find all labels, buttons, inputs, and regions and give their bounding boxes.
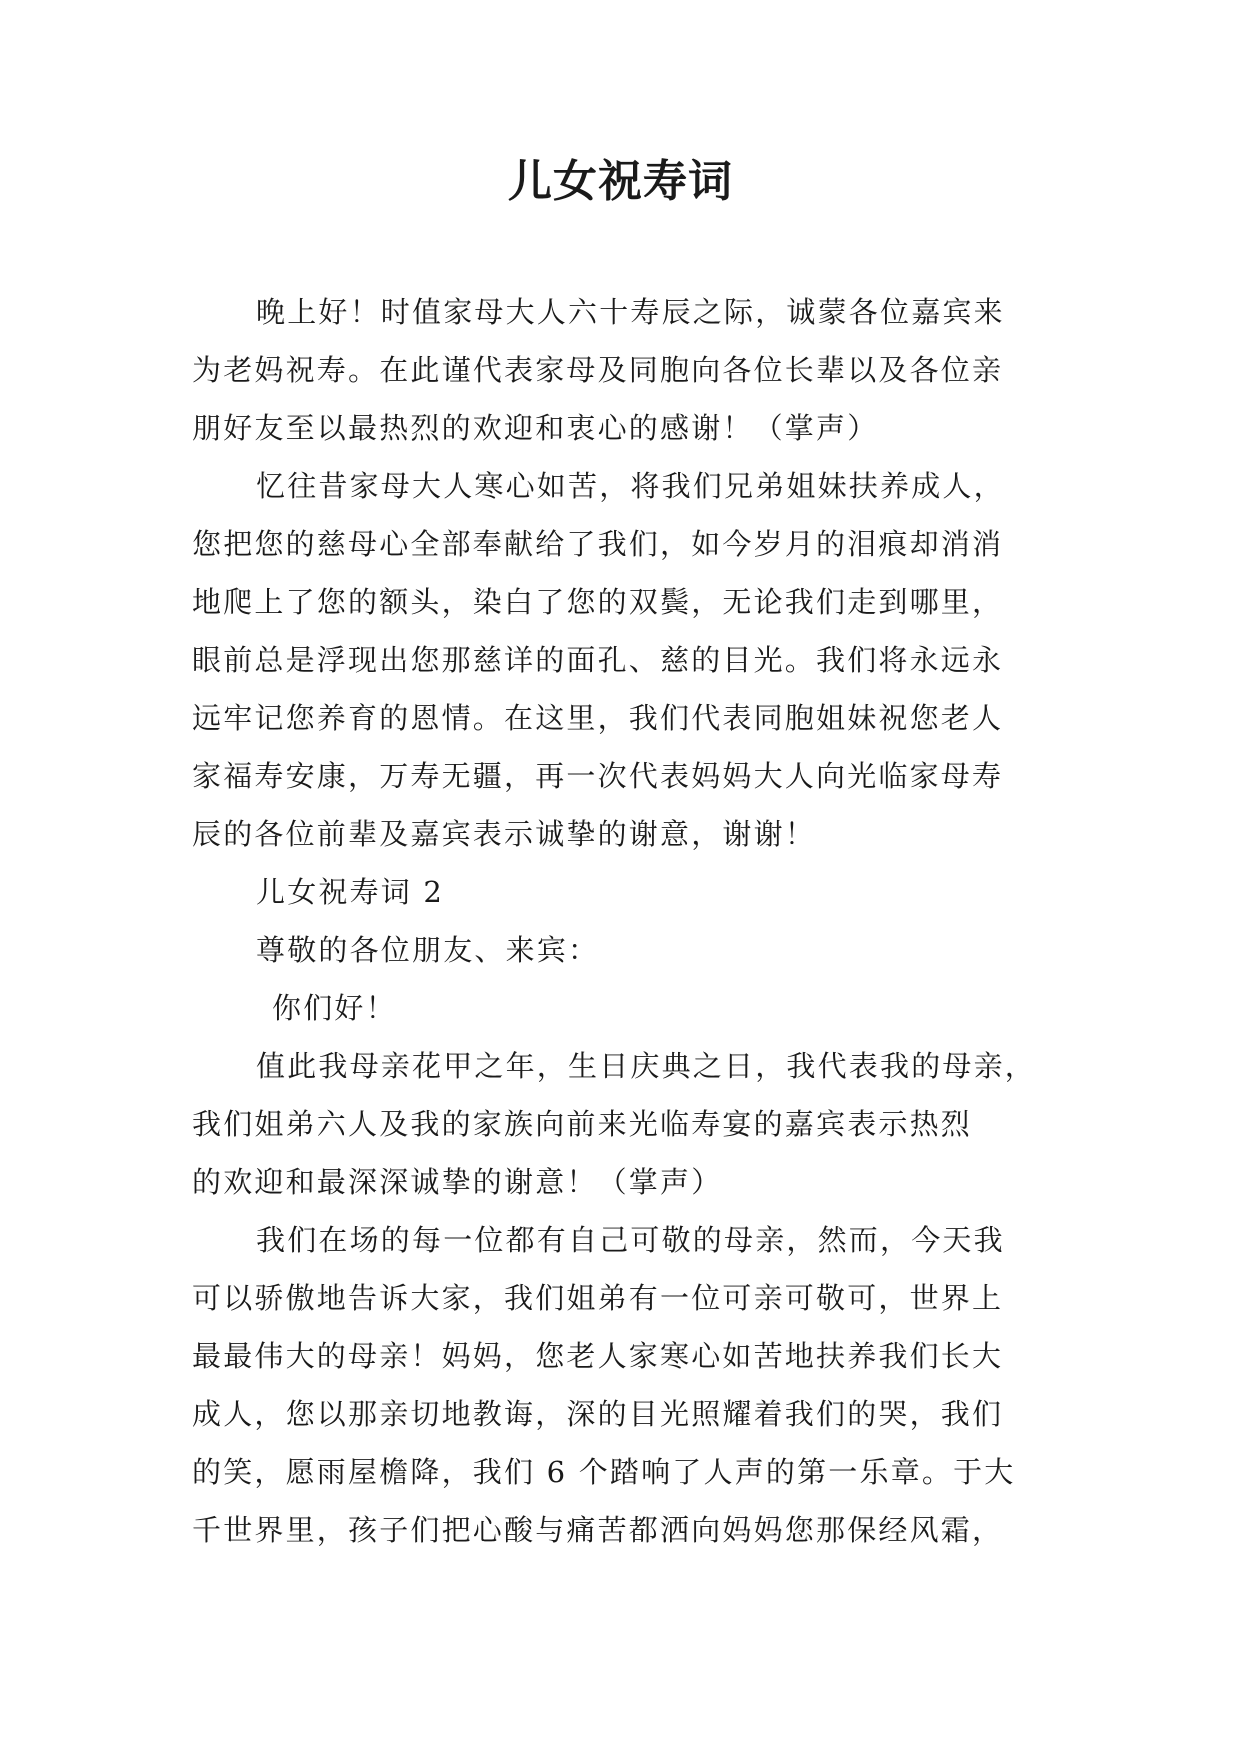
paragraph-line: 忆往昔家母大人寒心如苦，将我们兄弟姐妹扶养成人， — [256, 469, 1005, 503]
paragraph-line: 值此我母亲花甲之年，生日庆典之日，我代表我的母亲， — [256, 1049, 1037, 1083]
paragraph-line: 可以骄傲地告诉大家，我们姐弟有一位可亲可敬可，世界上 — [192, 1281, 1004, 1315]
paragraph-line: 朋好友至以最热烈的欢迎和衷心的感谢！（掌声） — [192, 411, 879, 445]
paragraph-line: 的欢迎和最深深诚挚的谢意！（掌声） — [192, 1165, 723, 1199]
paragraph-line: 的笑，愿雨屋檐降，我们 6 个踏响了人声的第一乐章。于大 — [192, 1455, 1016, 1489]
paragraph-line: 为老妈祝寿。在此谨代表家母及同胞向各位长辈以及各位亲 — [192, 353, 1004, 387]
salutation: 尊敬的各位朋友、来宾： — [256, 933, 600, 967]
paragraph-line: 我们姐弟六人及我的家族向前来光临寿宴的嘉宾表示热烈 — [192, 1107, 973, 1141]
paragraph-line: 晚上好！时值家母大人六十寿辰之际，诚蒙各位嘉宾来 — [256, 295, 1005, 329]
paragraph-line: 成人，您以那亲切地教诲，深的目光照耀着我们的哭，我们 — [192, 1397, 1004, 1431]
paragraph-line: 我们在场的每一位都有自己可敬的母亲，然而，今天我 — [256, 1223, 1005, 1257]
document-title: 儿女祝寿词 — [508, 156, 733, 207]
paragraph-line: 地爬上了您的额头，染白了您的双鬓，无论我们走到哪里， — [192, 585, 1004, 619]
section-heading: 儿女祝寿词 2 — [256, 875, 445, 909]
paragraph-line: 眼前总是浮现出您那慈详的面孔、慈的目光。我们将永远永 — [192, 643, 1004, 677]
paragraph-line: 家福寿安康，万寿无疆，再一次代表妈妈大人向光临家母寿 — [192, 759, 1004, 793]
paragraph-line: 最最伟大的母亲！妈妈，您老人家寒心如苦地扶养我们长大 — [192, 1339, 1004, 1373]
paragraph-line: 远牢记您养育的恩情。在这里，我们代表同胞姐妹祝您老人 — [192, 701, 1004, 735]
paragraph-line: 千世界里，孩子们把心酸与痛苦都洒向妈妈您那保经风霜， — [192, 1513, 1004, 1547]
paragraph-line: 您把您的慈母心全部奉献给了我们，如今岁月的泪痕却消消 — [192, 527, 1004, 561]
greeting: 你们好！ — [272, 991, 397, 1025]
document-body — [192, 283, 1062, 1559]
paragraph-line: 辰的各位前辈及嘉宾表示诚挚的谢意，谢谢！ — [192, 817, 817, 851]
